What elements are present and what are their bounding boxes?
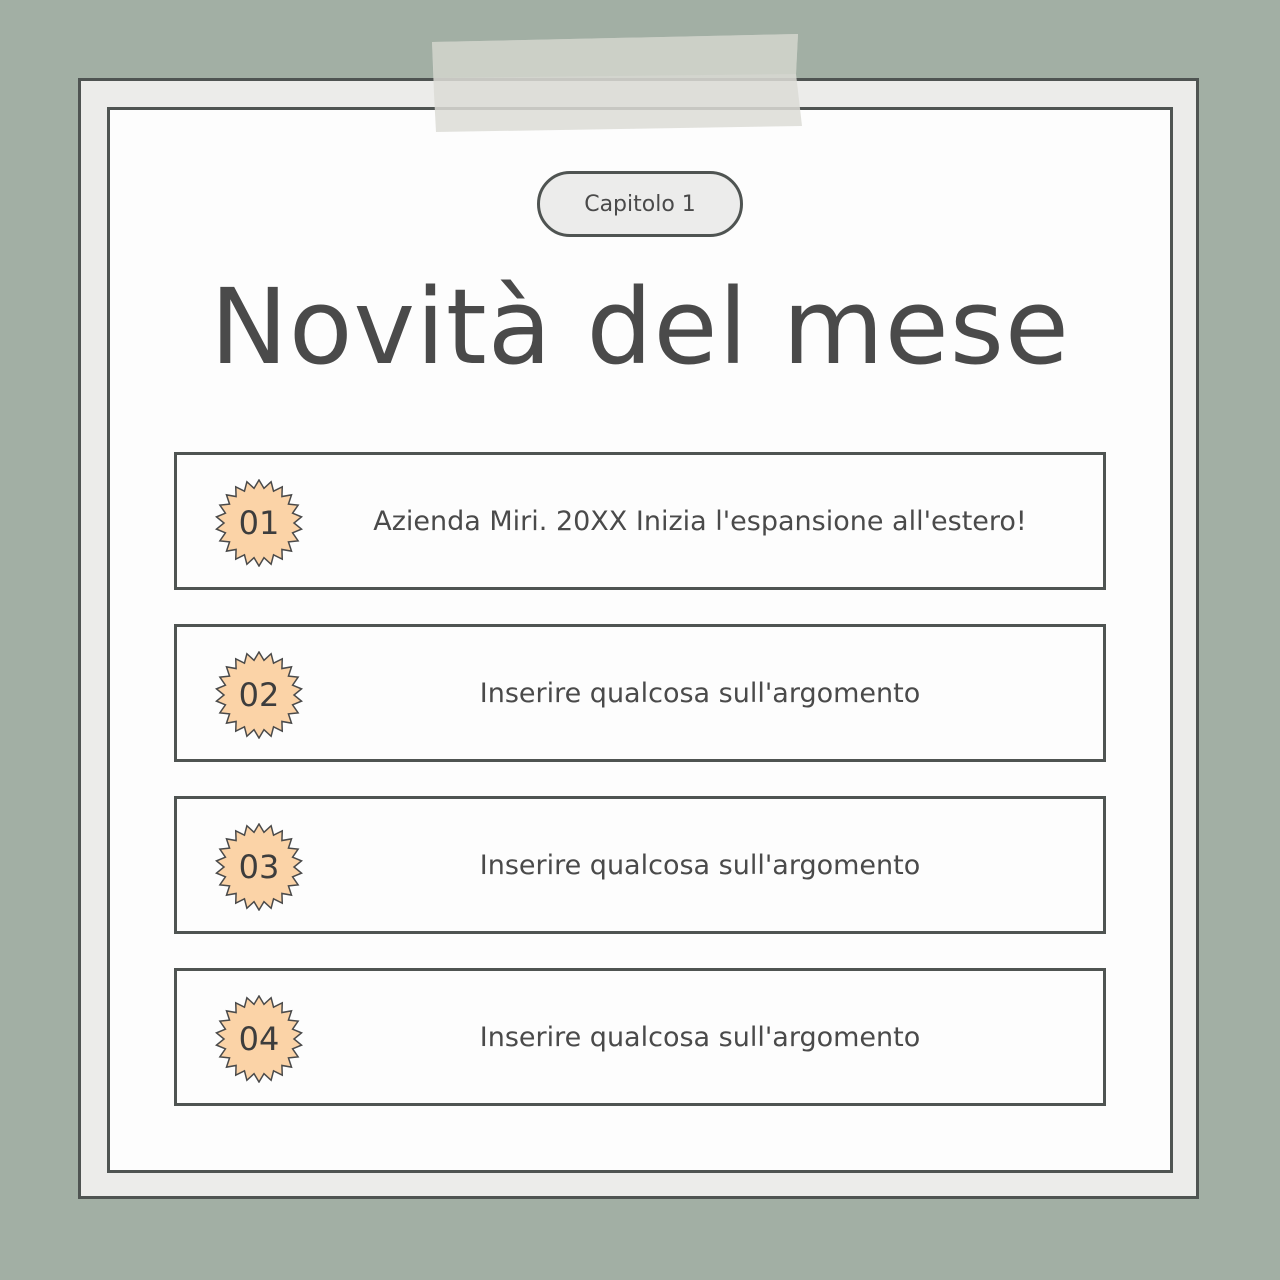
starburst-badge-icon bbox=[215, 995, 303, 1083]
starburst-badge-icon bbox=[215, 479, 303, 567]
item-number: 04 bbox=[238, 1020, 280, 1058]
chapter-label: Capitolo 1 bbox=[584, 191, 696, 217]
masking-tape-decoration bbox=[430, 34, 802, 132]
chapter-pill bbox=[537, 171, 743, 237]
item-number: 01 bbox=[238, 504, 280, 542]
item-text: Azienda Miri. 20XX Inizia l'espansione all'estero! bbox=[373, 505, 1027, 537]
starburst-badge-icon bbox=[215, 823, 303, 911]
news-item bbox=[174, 452, 1106, 590]
news-item bbox=[174, 624, 1106, 762]
news-item bbox=[174, 796, 1106, 934]
item-text: Inserire qualcosa sull'argomento bbox=[479, 1021, 921, 1053]
news-item bbox=[174, 968, 1106, 1106]
item-text: Inserire qualcosa sull'argomento bbox=[479, 677, 921, 709]
item-number: 03 bbox=[238, 848, 280, 886]
news-list bbox=[174, 452, 1106, 1140]
page-title: Novità del mese bbox=[210, 266, 1070, 388]
starburst-badge-icon bbox=[215, 651, 303, 739]
item-number: 02 bbox=[238, 676, 280, 714]
item-text: Inserire qualcosa sull'argomento bbox=[479, 849, 921, 881]
